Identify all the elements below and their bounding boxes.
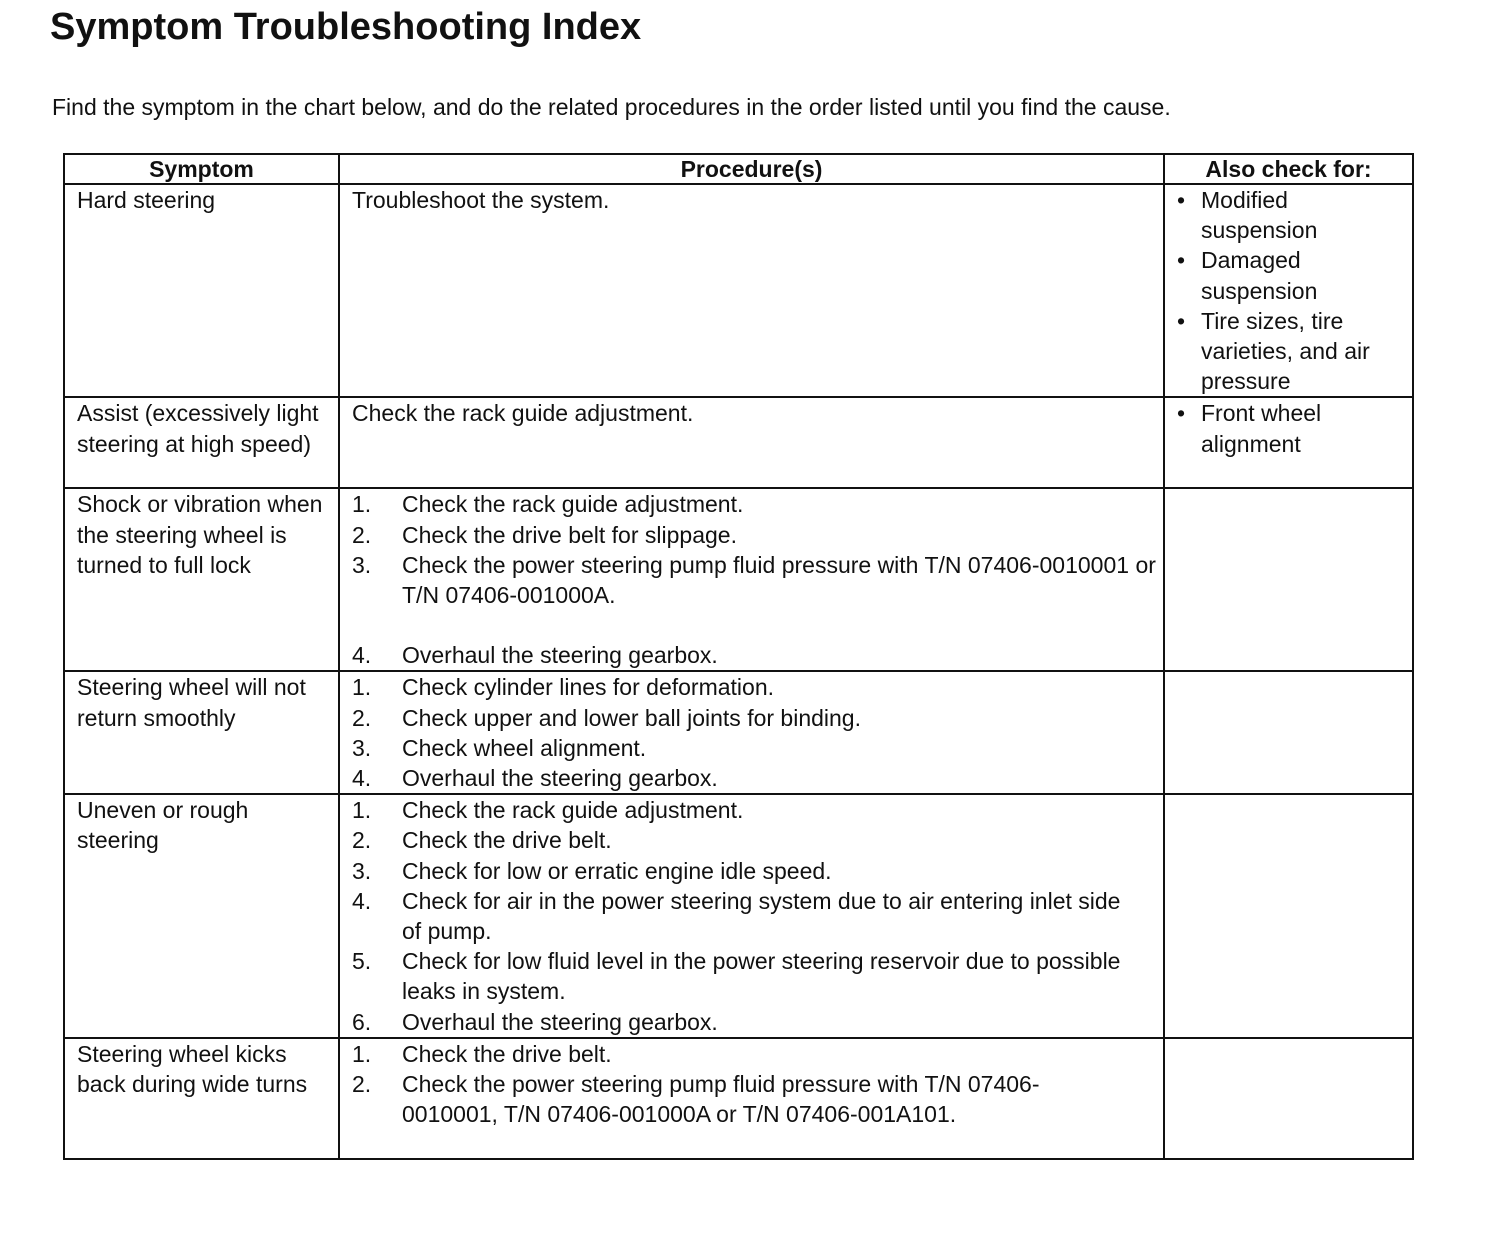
also-check-cell [1164, 184, 1413, 397]
header-also-check: Also check for: [1164, 154, 1413, 184]
procedure-cell [339, 794, 1164, 1038]
symptom-cell: Hard steering [64, 184, 339, 397]
also-check-cell [1164, 488, 1413, 671]
troubleshooting-table [63, 153, 1414, 1160]
procedure-cell: Check the rack guide adjustment. [339, 397, 1164, 488]
list-item: • Front wheel alignment [1177, 400, 1322, 457]
table-row [64, 397, 1413, 488]
header-symptom: Symptom [64, 154, 339, 184]
procedure-cell [339, 1038, 1164, 1159]
step-item: 3. Check the power steering pump fluid pressure with T/N 07406-0010001 or T/N 07406-001000A. [352, 551, 1156, 609]
procedure-steps [352, 672, 1157, 793]
also-check-cell [1164, 671, 1413, 794]
list-item: • Damaged suspension [1177, 247, 1318, 304]
symptom-cell: Assist (excessively light steering at high speed) [64, 397, 339, 488]
table-row [64, 671, 1413, 794]
step-item: 1. Check the rack guide adjustment. [352, 491, 744, 518]
step-item: 2. Check the drive belt. [352, 827, 612, 854]
also-check-cell [1164, 794, 1413, 1038]
procedure-cell: Troubleshoot the system. [339, 184, 1164, 397]
step-item: 1. Check the drive belt. [352, 1040, 612, 1067]
procedure-cell [339, 488, 1164, 671]
step-item: 2. Check the drive belt for slippage. [352, 521, 737, 548]
step-item: 2. Check the power steering pump fluid pressure with T/N 07406-0010001, T/N 07406-001000A or T/N 07406-001A101. [352, 1071, 1040, 1128]
step-item: 6. Overhaul the steering gearbox. [352, 1008, 718, 1035]
procedure-steps [352, 1039, 1157, 1130]
table-header-row [64, 154, 1413, 184]
table-row [64, 488, 1413, 671]
step-item: 1. Check the rack guide adjustment. [352, 797, 744, 824]
step-spacer [352, 610, 1157, 640]
step-item: 2. Check upper and lower ball joints for binding. [352, 704, 861, 731]
step-item: 3. Check wheel alignment. [352, 734, 647, 761]
symptom-cell: Steering wheel will not return smoothly [64, 671, 339, 794]
symptom-cell: Shock or vibration when the steering wheel is turned to full lock [64, 488, 339, 671]
step-item: 4. Check for air in the power steering system due to air entering inlet side of pump. [352, 887, 1121, 945]
table-row [64, 184, 1413, 397]
step-item: 4. Overhaul the steering gearbox. [352, 642, 718, 669]
symptom-cell: Steering wheel kicks back during wide turns [64, 1038, 339, 1159]
table-row [64, 1038, 1413, 1159]
procedure-steps [352, 795, 1157, 1037]
page-title: Symptom Troubleshooting Index [50, 6, 642, 48]
symptom-cell: Uneven or rough steering [64, 794, 339, 1038]
list-item: • Modified suspension [1177, 187, 1318, 244]
step-item: 4. Overhaul the steering gearbox. [352, 765, 718, 792]
table-row [64, 794, 1413, 1038]
also-check-cell [1164, 397, 1413, 488]
step-item: 3. Check for low or erratic engine idle speed. [352, 857, 832, 884]
procedure-cell [339, 671, 1164, 794]
step-item: 1. Check cylinder lines for deformation. [352, 674, 774, 701]
header-procedures: Procedure(s) [339, 154, 1164, 184]
intro-text: Find the symptom in the chart below, and do the related procedures in the order listed until you find the cause. [52, 94, 1171, 120]
also-check-cell [1164, 1038, 1413, 1159]
also-check-list [1177, 398, 1406, 458]
also-check-list [1177, 185, 1406, 396]
list-item: • Tire sizes, tire varieties, and air pressure [1177, 307, 1370, 395]
procedure-steps [352, 489, 1157, 670]
step-item: 5. Check for low fluid level in the power steering reservoir due to possible leaks in system. [352, 948, 1121, 1005]
